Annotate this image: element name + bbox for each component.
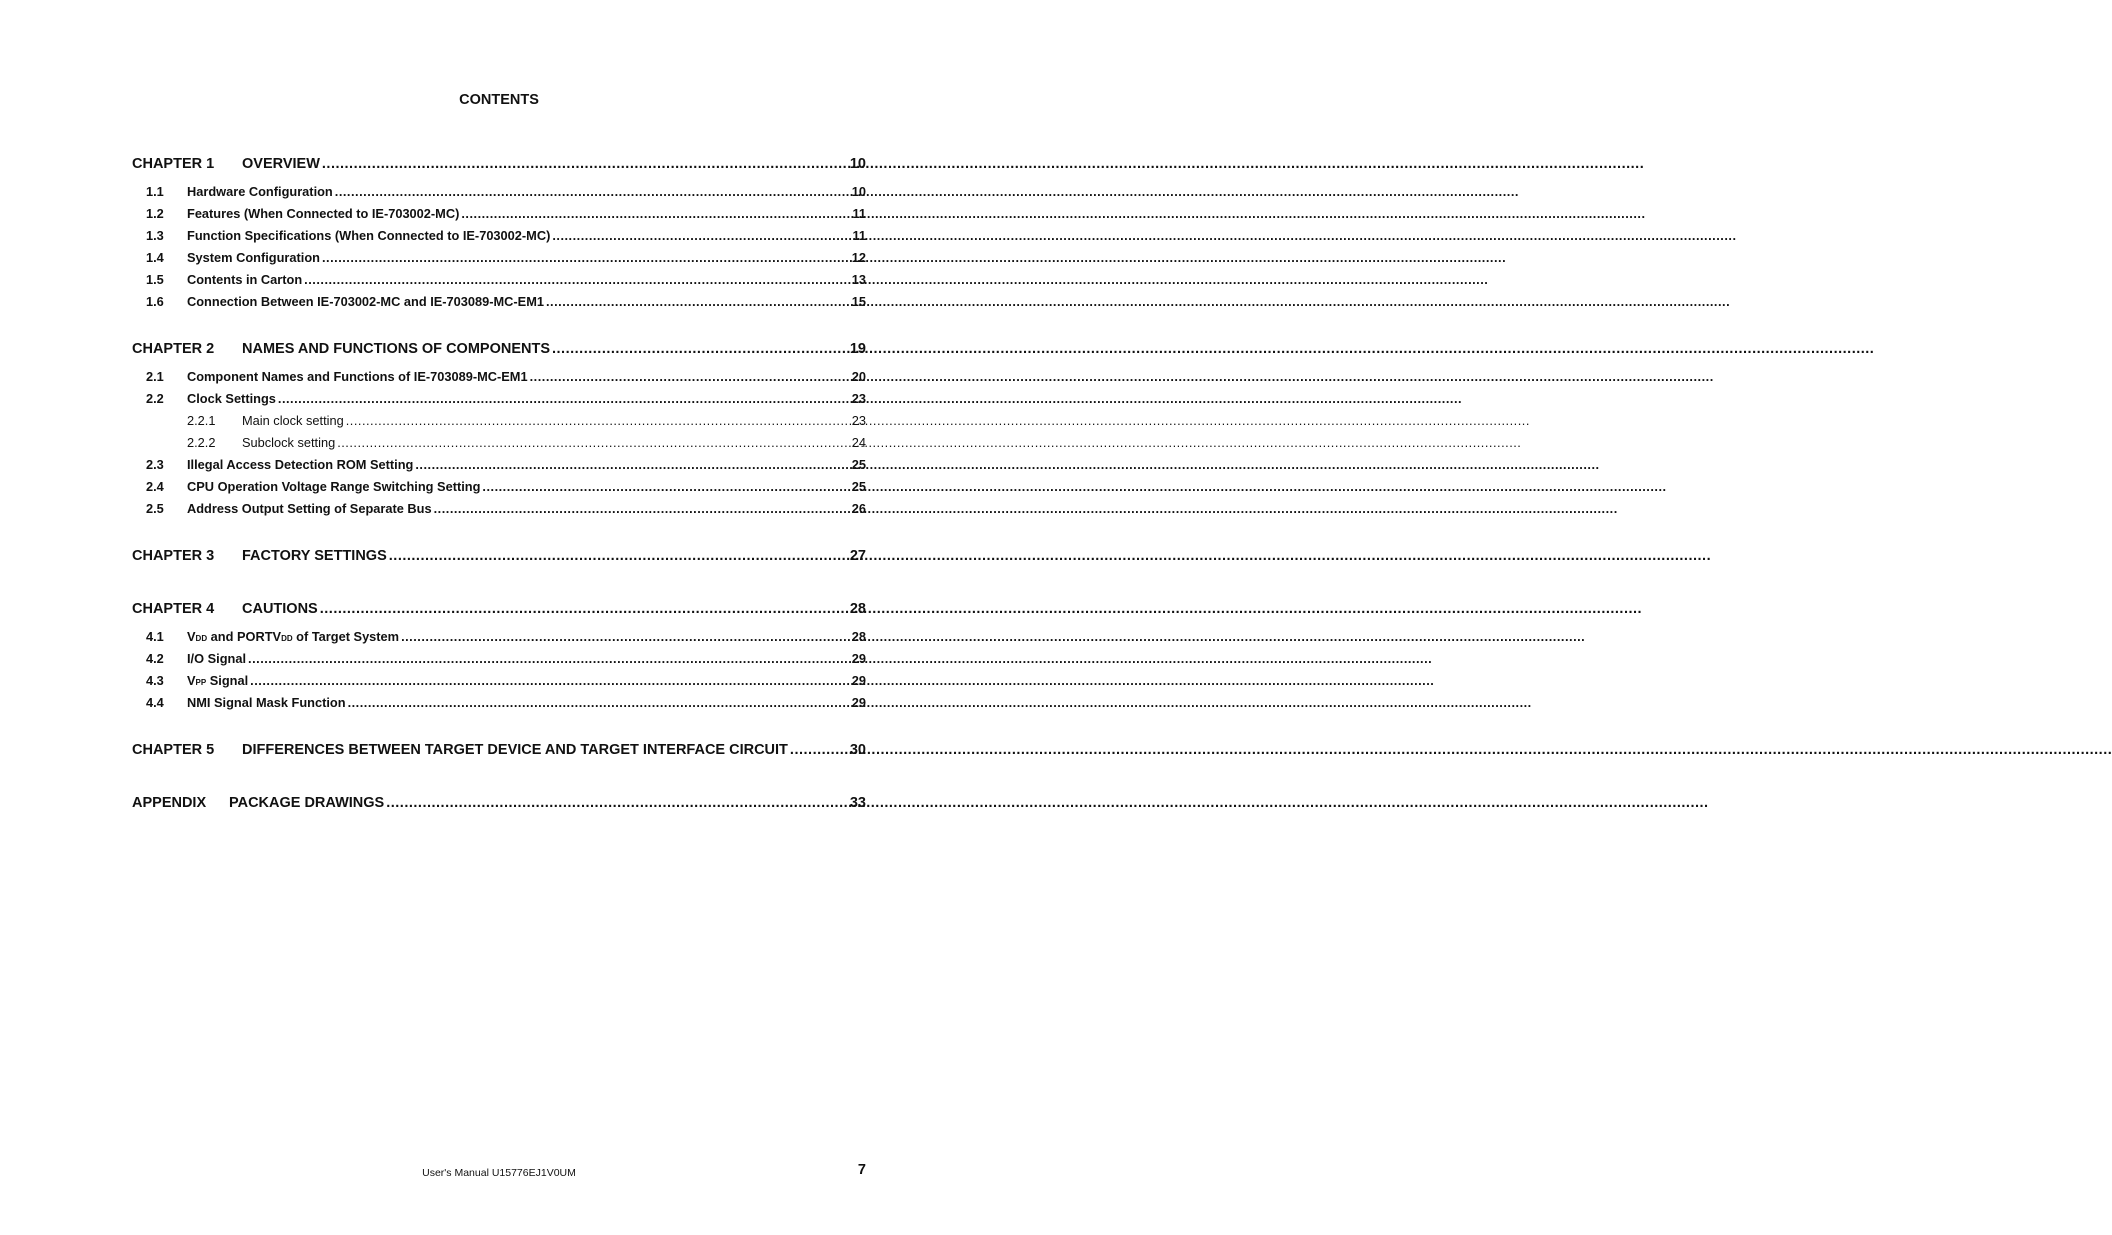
page-title: CONTENTS: [459, 92, 539, 108]
toc-entry-number: 1.3: [146, 228, 164, 243]
toc-subsection-2-2-2[interactable]: [132, 435, 866, 457]
toc-entry-number: 2.2.2: [187, 435, 216, 450]
toc-entry-page: 25: [851, 457, 866, 472]
footer-manual-id: User's Manual U15776EJ1V0UM: [422, 1167, 576, 1179]
dot-leader: [401, 629, 850, 644]
toc-entry-number: 1.6: [146, 294, 164, 309]
toc-entry-title: FACTORY SETTINGS: [242, 548, 387, 564]
toc-entry-title: System Configuration: [187, 250, 320, 265]
dot-leader: [530, 369, 850, 384]
toc-chapter-5[interactable]: [132, 742, 866, 764]
toc-entry-page: 27: [849, 548, 866, 564]
toc-entry-title: Address Output Setting of Separate Bus: [187, 501, 432, 516]
dot-leader: [322, 250, 850, 265]
toc-entry-page: 15: [851, 294, 866, 309]
toc-entry-title: Features (When Connected to IE-703002-MC): [187, 206, 460, 221]
toc-entry-number: CHAPTER 4: [132, 601, 215, 617]
toc-entry-title: NAMES AND FUNCTIONS OF COMPONENTS: [242, 341, 550, 357]
toc-entry-title: Connection Between IE-703002-MC and IE-703089-MC-EM1: [187, 294, 544, 309]
dot-leader: [552, 228, 850, 243]
toc-entry-page: 28: [851, 629, 866, 644]
toc-section-1-6[interactable]: [132, 294, 866, 316]
toc-section-2-3[interactable]: [132, 457, 866, 479]
toc-section-1-3[interactable]: [132, 228, 866, 250]
toc-entry-title: Clock Settings: [187, 391, 276, 406]
toc-section-4-1[interactable]: [132, 629, 866, 651]
toc-section-2-2[interactable]: [132, 391, 866, 413]
toc-entry-number: CHAPTER 2: [132, 341, 215, 357]
toc-section-4-3[interactable]: [132, 673, 866, 695]
dot-leader: [434, 501, 850, 516]
toc-entry-page: 25: [851, 479, 866, 494]
toc-entry-title: VDD and PORTVDD of Target System: [187, 629, 400, 644]
toc-entry-title: I/O Signal: [187, 651, 247, 666]
toc-entry-number: 1.2: [146, 206, 164, 221]
toc-entry-title: Contents in Carton: [187, 272, 303, 287]
dot-leader: [348, 695, 850, 710]
toc-entry-title: Main clock setting: [242, 413, 344, 428]
dot-leader: [250, 673, 850, 688]
toc-appendix[interactable]: [132, 795, 866, 817]
dot-leader: [322, 156, 848, 172]
toc-entry-number: 2.4: [146, 479, 164, 494]
toc-entry-page: 24: [851, 435, 866, 450]
toc-subsection-2-2-1[interactable]: [132, 413, 866, 435]
toc-entry-title: OVERVIEW: [242, 156, 320, 172]
toc-entry-title: Subclock setting: [242, 435, 336, 450]
dot-leader: [278, 391, 850, 406]
dot-leader: [386, 795, 848, 811]
dot-leader: [482, 479, 849, 494]
toc-entry-page: 33: [849, 795, 866, 811]
toc-entry-page: 29: [851, 695, 866, 710]
toc-entry-title: PACKAGE DRAWINGS: [229, 795, 385, 811]
dot-leader: [389, 548, 848, 564]
toc-section-4-4[interactable]: [132, 695, 866, 717]
dot-leader: [346, 413, 850, 428]
toc-entry-number: 1.1: [146, 184, 164, 199]
toc-entry-title: NMI Signal Mask Function: [187, 695, 346, 710]
toc-section-1-2[interactable]: [132, 206, 866, 228]
toc-entry-number: CHAPTER 1: [132, 156, 215, 172]
toc-entry-title: Component Names and Functions of IE-703089-MC-EM1: [187, 369, 528, 384]
toc-entry-title: CAUTIONS: [242, 601, 318, 617]
toc-entry-number: CHAPTER 5: [132, 742, 215, 758]
toc-entry-number: CHAPTER 3: [132, 548, 215, 564]
toc-chapter-1[interactable]: [132, 156, 866, 178]
toc-chapter-4[interactable]: [132, 601, 866, 623]
toc-entry-number: 4.1: [146, 629, 164, 644]
toc-entry-page: 30: [849, 742, 866, 758]
toc-entry-page: 23: [851, 413, 866, 428]
toc-entry-page: 12: [851, 250, 866, 265]
toc-entry-number: 2.2: [146, 391, 164, 406]
toc-entry-page: 10: [849, 156, 866, 172]
toc-entry-number: 4.2: [146, 651, 164, 666]
dot-leader: [546, 294, 850, 309]
dot-leader: [790, 742, 848, 758]
toc-entry-number: 2.1: [146, 369, 164, 384]
toc-chapter-3[interactable]: [132, 548, 866, 570]
toc-entry-number: 4.4: [146, 695, 164, 710]
toc-entry-number: 2.2.1: [187, 413, 216, 428]
toc-section-4-2[interactable]: [132, 651, 866, 673]
toc-entry-page: 29: [851, 673, 866, 688]
page-number: 7: [857, 1162, 866, 1178]
toc-entry-page: 11: [852, 206, 866, 221]
toc-entry-number: 2.5: [146, 501, 164, 516]
dot-leader: [337, 435, 850, 450]
toc-entry-number: 4.3: [146, 673, 164, 688]
toc-entry-number: 1.4: [146, 250, 164, 265]
toc-entry-page: 10: [851, 184, 866, 199]
toc-section-2-5[interactable]: [132, 501, 866, 523]
table-of-contents: [132, 156, 866, 817]
toc-entry-page: 11: [852, 228, 866, 243]
toc-entry-number: 1.5: [146, 272, 164, 287]
dot-leader: [248, 651, 850, 666]
dot-leader: [304, 272, 850, 287]
dot-leader: [415, 457, 849, 472]
toc-section-1-4[interactable]: [132, 250, 866, 272]
toc-entry-number: 2.3: [146, 457, 164, 472]
toc-entry-page: 20: [851, 369, 866, 384]
toc-entry-title: Illegal Access Detection ROM Setting: [187, 457, 414, 472]
toc-entry-number: APPENDIX: [132, 795, 207, 811]
toc-chapter-2[interactable]: [132, 341, 866, 363]
toc-entry-title: Function Specifications (When Connected to IE-703002-MC): [187, 228, 551, 243]
toc-entry-page: 13: [851, 272, 866, 287]
toc-entry-page: 19: [849, 341, 866, 357]
toc-section-2-4[interactable]: [132, 479, 866, 501]
toc-entry-page: 23: [851, 391, 866, 406]
dot-leader: [552, 341, 848, 357]
toc-entry-title: DIFFERENCES BETWEEN TARGET DEVICE AND TARGET INTERFACE CIRCUIT: [242, 742, 788, 758]
toc-entry-title: VPP Signal: [187, 673, 249, 688]
toc-entry-title: Hardware Configuration: [187, 184, 333, 199]
toc-entry-page: 26: [851, 501, 866, 516]
dot-leader: [461, 206, 850, 221]
toc-section-2-1[interactable]: [132, 369, 866, 391]
toc-entry-page: 29: [851, 651, 866, 666]
toc-section-1-5[interactable]: [132, 272, 866, 294]
toc-entry-title: CPU Operation Voltage Range Switching Setting: [187, 479, 481, 494]
toc-section-1-1[interactable]: [132, 184, 866, 206]
toc-entry-page: 28: [849, 601, 866, 617]
dot-leader: [320, 601, 848, 617]
dot-leader: [335, 184, 850, 199]
